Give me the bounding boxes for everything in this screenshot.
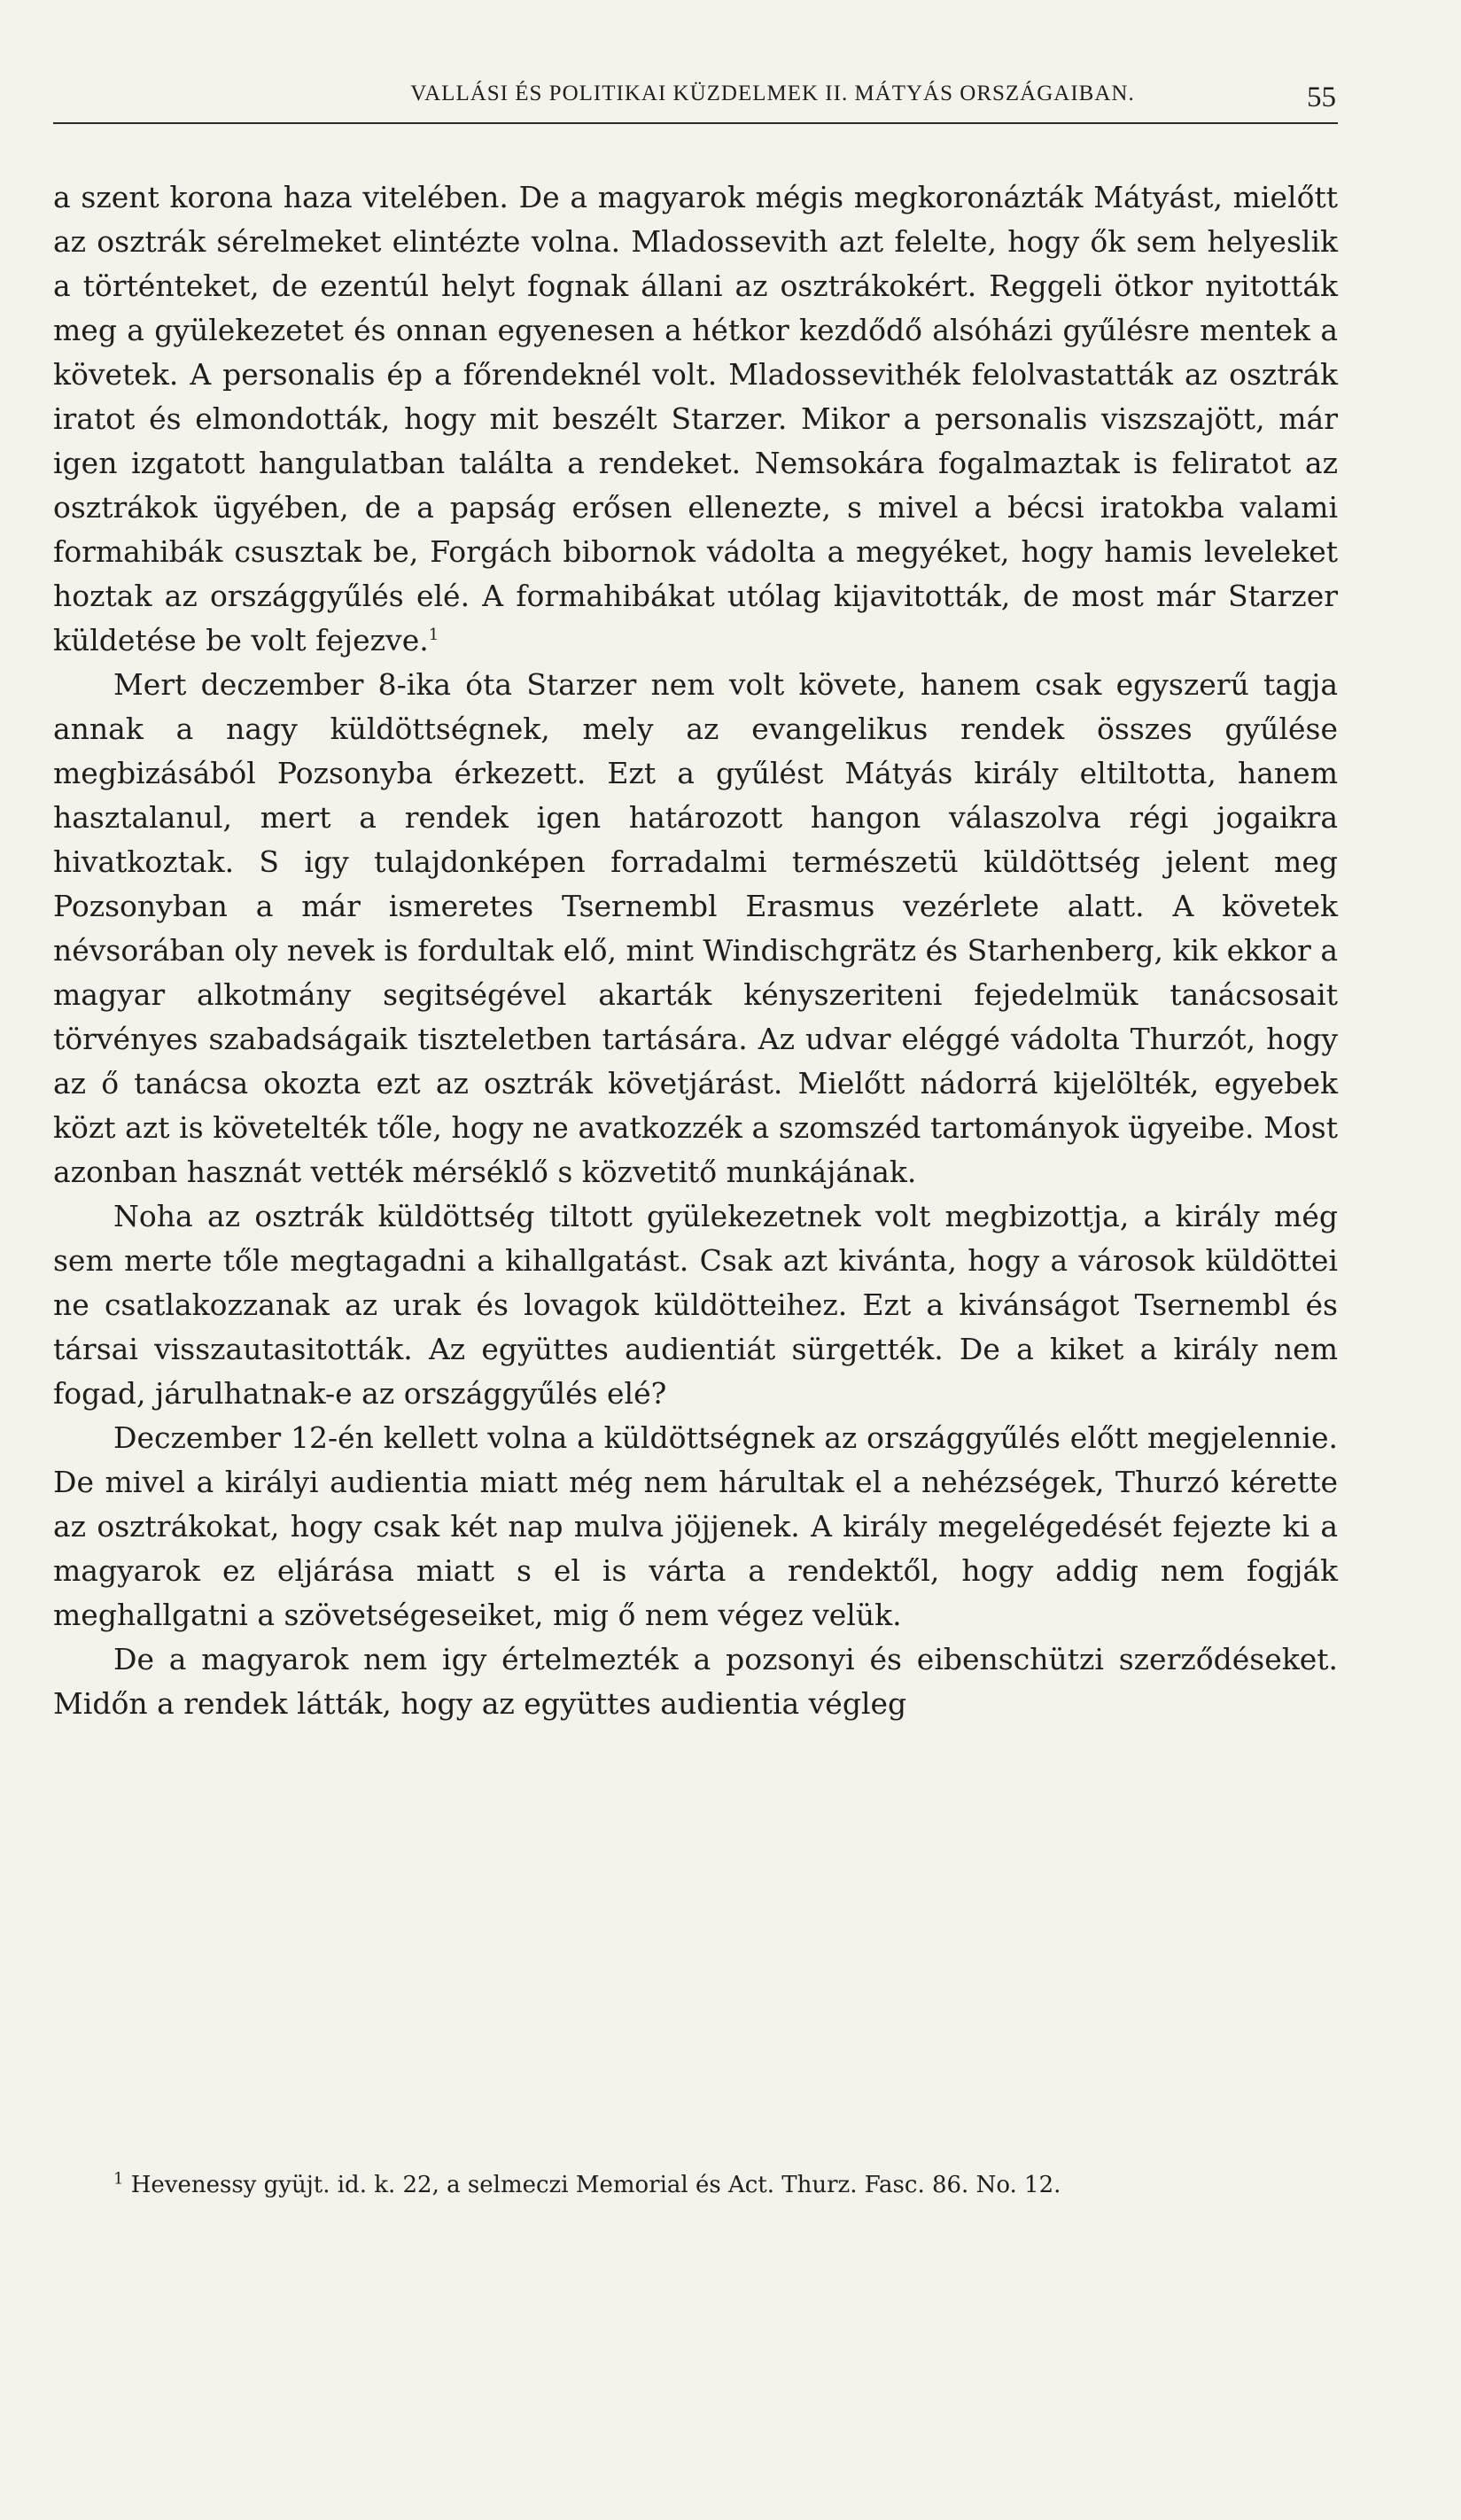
paragraph-5: De a magyarok nem igy értelmezték a pozsonyi és eibenschützi szerződéseket. Midőn a rendek látták, hogy az együttes audientia végleg bbox=[53, 1642, 1338, 1721]
body-text bbox=[53, 175, 1338, 1726]
paragraph-1-text: a szent korona haza vitelében. De a magyarok mégis megkoronázták Mátyást, mielőtt az osztrák sérelmeket elintézte volna. Mladossevith azt felelte, hogy ők sem helyeslik a történteket, de ezentúl helyt fognak állani az osztrákokért. Reggeli ötkor nyitották meg a gyülekezetet és onnan egyenesen a hétkor kezdődő alsóházi gyűlésre mentek a követek. A personalis ép a főrendeknél volt. Mladossevithék felolvastatták az osztrák iratot és elmondották, hogy mit beszélt Starzer. Mikor a personalis viszszajött, már igen izgatott hangulatban találta a rendeket. Nemsokára fogalmaztak is feliratot az osztrákok ügyében, de a papság erősen ellenezte, s mivel a bécsi iratokba valami formahibák csusztak be, Forgách bibornok vádolta a megyéket, hogy hamis leveleket hoztak az országgyűlés elé. A formahibákat utólag kijavitották, de most már Starzer küldetése be volt fejezve. bbox=[53, 180, 1338, 657]
running-title: VALLÁSI ÉS POLITIKAI KÜZDELMEK II. MÁTYÁS ORSZÁGAIBAN. bbox=[410, 82, 1135, 105]
paragraph-4: Deczember 12-én kellett volna a küldöttségnek az országgyűlés előtt megjelennie. De mivel a királyi audientia miatt még nem hárultak el a nehézségek, Thurzó kérette az osztrákokat, hogy csak két nap mulva jöjjenek. A király megelégedését fejezte ki a magyarok ez eljárása miatt s el is várta a rendektől, hogy addig nem fogják meghallgatni a szövetségeseiket, mig ő nem végez velük. bbox=[53, 1420, 1338, 1632]
paragraph-3: Noha az osztrák küldöttség tiltott gyülekezetnek volt megbizottja, a király még sem merte tőle megtagadni a kihallgatást. Csak azt kivánta, hogy a városok küldöttei ne csatlakozzanak az urak és lovagok küldötteihez. Ezt a kivánságot Tsernembl és társai visszautasitották. Az együttes audientiát sürgették. De a kiket a király nem fogad, járulhatnak-e az országgyűlés elé? bbox=[53, 1199, 1338, 1411]
footnote-1 bbox=[53, 2164, 1338, 2206]
footnote-marker: 1 bbox=[113, 2169, 124, 2189]
paragraph-2: Mert deczember 8-ika óta Starzer nem volt követe, hanem csak egyszerű tagja annak a nagy küldöttségnek, mely az evangelikus rendek összes gyűlése megbizásából Pozsonyba érkezett. Ezt a gyűlést Mátyás király eltiltotta, hanem hasztalanul, mert a rendek igen határozott hangon válaszolva régi jogaikra hivatkoztak. S igy tulajdonképen forradalmi természetü küldöttség jelent meg Pozsonyban a már ismeretes Tsernembl Erasmus vezérlete alatt. A követek névsorában oly nevek is fordultak elő, mint Windischgrätz és Starhenberg, kik ekkor a magyar alkotmány segitségével akarták kényszeriteni fejedelmük tanácsosait törvényes szabadságaik tiszteletben tartására. Az udvar eléggé vádolta Thurzót, hogy az ő tanácsa okozta ezt az osztrák követjárást. Mielőtt nádorrá kijelölték, egyebek közt azt is követelték tőle, hogy ne avatkozzék a szomszéd tartományok ügyeibe. Most azonban hasznát vették mérséklő s közvetitő munkájának. bbox=[53, 667, 1338, 1189]
footnote-reference[interactable]: 1 bbox=[428, 626, 439, 644]
page-number: 55 bbox=[1307, 82, 1336, 113]
paragraph-1 bbox=[53, 175, 1338, 663]
header-rule bbox=[53, 122, 1338, 124]
footnotes bbox=[53, 2164, 1338, 2206]
footnote-text: Hevenessy gyüjt. id. k. 22, a selmeczi Memorial és Act. Thurz. Fasc. 86. No. 12. bbox=[130, 2172, 1061, 2198]
